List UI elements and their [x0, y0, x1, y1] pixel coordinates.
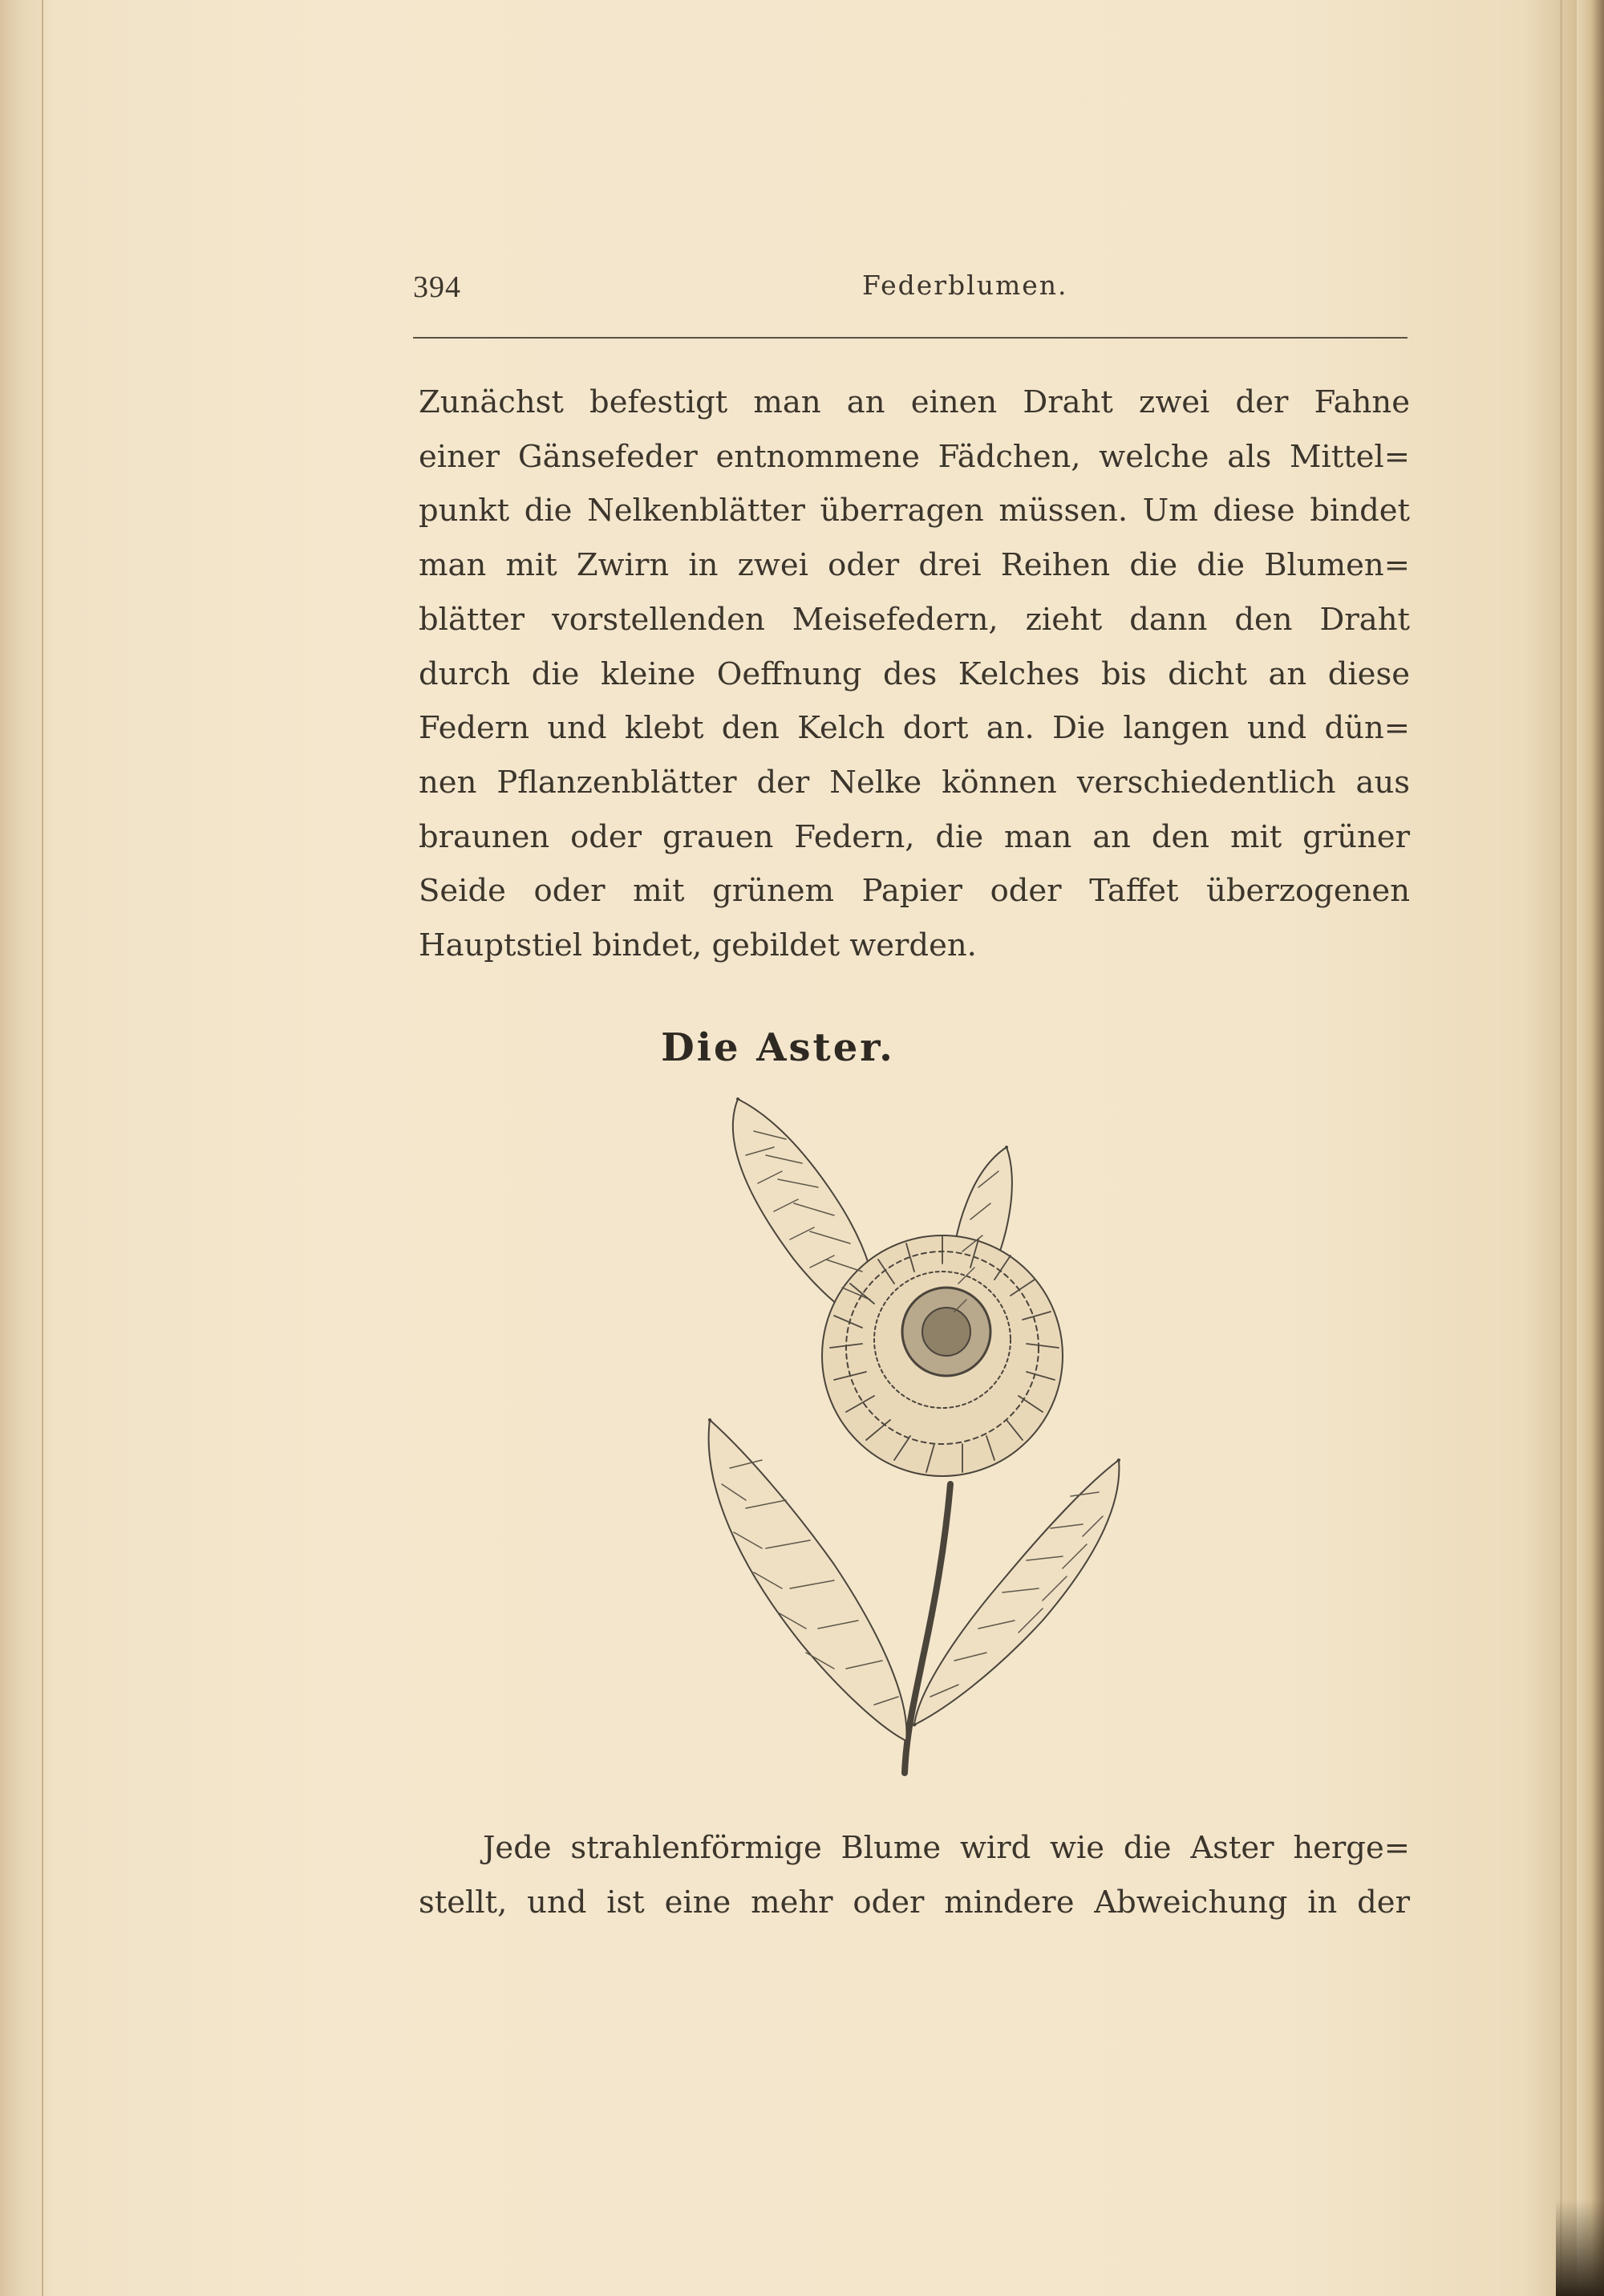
- text-line: man mit Zwirn in zwei oder drei Reihen die die Blumen=: [419, 547, 1410, 584]
- section-title: [0, 1025, 1604, 1070]
- header-rule: [413, 337, 1408, 339]
- page-right-edge: [1577, 0, 1604, 2296]
- paragraph-2: [419, 1821, 1410, 1929]
- text-line: stellt, und ist eine mehr oder mindere Abweichung in der: [419, 1884, 1410, 1921]
- page-header: [413, 270, 1408, 314]
- aster-illustration: [690, 1083, 1139, 1805]
- page-right-fold-line: [1560, 0, 1562, 2296]
- flower-head: [822, 1235, 1063, 1476]
- page-left-fold-line: [42, 0, 43, 2296]
- text-line: nen Pflanzenblätter der Nelke können verschiedentlich aus: [419, 764, 1410, 801]
- page-corner-shadow: [1556, 2200, 1604, 2296]
- text-line: Federn und klebt den Kelch dort an. Die langen und dün=: [419, 710, 1410, 747]
- page-number: 394: [413, 270, 461, 304]
- text-line: braunen oder grauen Federn, die man an den mit grüner: [419, 818, 1410, 855]
- section-title-text: Die Aster.: [661, 1025, 895, 1070]
- text-line: Hauptstiel bindet, gebildet werden.: [419, 927, 977, 964]
- text-line: Seide oder mit grünem Papier oder Taffet überzogenen: [419, 873, 1410, 910]
- text-line: Zunächst befestigt man an einen Draht zwei der Fahne: [419, 384, 1410, 420]
- aster-flower-icon: [690, 1083, 1139, 1805]
- text-line: Jede strahlenförmige Blume wird wie die Aster herge=: [483, 1830, 1410, 1866]
- running-head: Federblumen.: [862, 270, 1068, 301]
- text-line: durch die kleine Oeffnung des Kelches bis dicht an diese: [419, 655, 1410, 692]
- text-line: einer Gänsefeder entnommene Fädchen, welche als Mittel=: [419, 438, 1410, 475]
- page-left-edge: [0, 0, 48, 2296]
- lower-right-leaf: [914, 1460, 1119, 1725]
- paragraph-1: [419, 375, 1410, 973]
- text-line: punkt die Nelkenblätter überragen müssen. Um diese bindet: [419, 493, 1410, 529]
- lower-left-leaf: [709, 1420, 907, 1741]
- text-line: blätter vorstellenden Meisefedern, zieht dann den Draht: [419, 601, 1410, 638]
